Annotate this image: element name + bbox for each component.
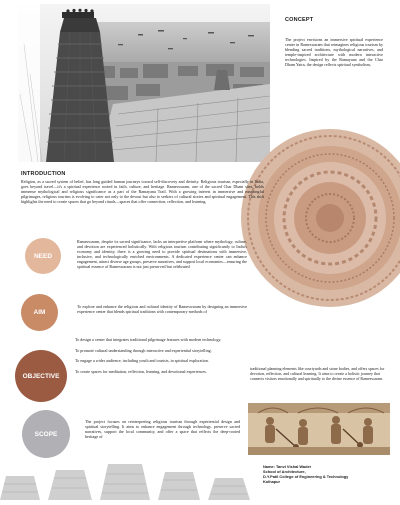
author-school: School of Architecture, [263, 469, 306, 474]
traditional-painting-image [248, 403, 390, 455]
introduction-paragraph: Religion, as a sacred system of belief, has long guided human journeys toward self-discovery and divinity. Religious tourism, especially in India, goes beyond travel—it's a spiritual experience rooted in faith, culture, and heritage. Rameswaram, one of the sacred Char Dham sites, holds immense mythological and religious significance as a part of the Ramayana Trail. With a growing interest in immersive and meaningful pilgrimages, religious tourism is evolving to cater not only to the devout but also to seekers of cultural stories and spiritual engagement. This shift highlights the need to create spaces that go beyond rituals—spaces that offer connection, reflection, and learning. [21, 179, 264, 204]
objective-badge [15, 350, 67, 402]
author-block [263, 464, 393, 484]
scope-label: SCOPE [34, 430, 58, 438]
aim-label: AIM [33, 309, 46, 316]
aim-paragraph: To explore and enhance the religious and cultural identity of Rameswaram by designing an immersive experience center that blends spiritual traditions with contemporary methods of [77, 304, 247, 314]
need-badge [25, 238, 61, 274]
concept-heading: CONCEPT [285, 17, 314, 23]
objective-item: To design a center that integrates traditional pilgrimage features with modern technology. [75, 337, 222, 342]
temple-silhouette-strip [0, 462, 255, 500]
objective-label: OBJECTIVE [22, 372, 60, 380]
need-label: NEED [33, 252, 53, 260]
scope-badge [22, 410, 70, 458]
aim-badge [21, 294, 58, 331]
scope-paragraph: The project focuses on reinterpreting religious tourism through experiential design and spiritual storytelling. It aims to enhance engagement through technology, preserve sacred narratives, support the local community, and offer a space that reflects the deep-rooted heritage of [85, 419, 240, 439]
author-college: D.Y.Patil College of Engineering & Technology [263, 474, 349, 479]
planning-paragraph: traditional planning elements like courtyards and stone bodies, and offers spaces for devotion, reflection, and cultural learning. It aims to create a holistic journey that connects visitors emotionally and spiritually to the divine essence of Rameswaram. [250, 366, 385, 381]
author-city: Kolhapur [263, 479, 281, 484]
objective-item: To create spaces for meditation, reflection, learning, and devotional experiences. [75, 368, 207, 374]
objective-item: To promote cultural understanding through interactive and experiential storytelling. [75, 347, 212, 353]
author-name: Name: Tanvi Vishal Wader [263, 464, 312, 469]
introduction-heading: INTRODUCTION [21, 171, 66, 177]
concept-paragraph: The project envisions an immersive spiritual experience center in Rameswaram that reimagines religious tourism by blending sacred traditions, mythological narratives, and temple-inspired architecture with modern interactive technologies. Inspired by the Ramayana and the Char Dham Yatra, the design reflects spiritual symbolism, [285, 37, 383, 67]
mandala-decoration [240, 128, 400, 308]
objective-list [75, 337, 240, 379]
hero-temple-photo [18, 4, 270, 162]
objective-item: To engage a wider audience, including youth and tourists, in spiritual exploration. [75, 358, 209, 363]
need-paragraph: Rameswaram, despite its sacred significance, lacks an interpretive platform where mythology, culture, and devotion are experienced holistically. With religious tourism contributing significantly to India's economy and identity, there is a growing need to provide spiritual destinations with immersive, inclusive, and technologically enriched environments. A dedicated experience center can enhance engagement, attract diverse age groups, preserve narratives, and support local economies—ensuring the spiritual essence of Rameswaram is not just preserved but celebrated [77, 239, 247, 269]
